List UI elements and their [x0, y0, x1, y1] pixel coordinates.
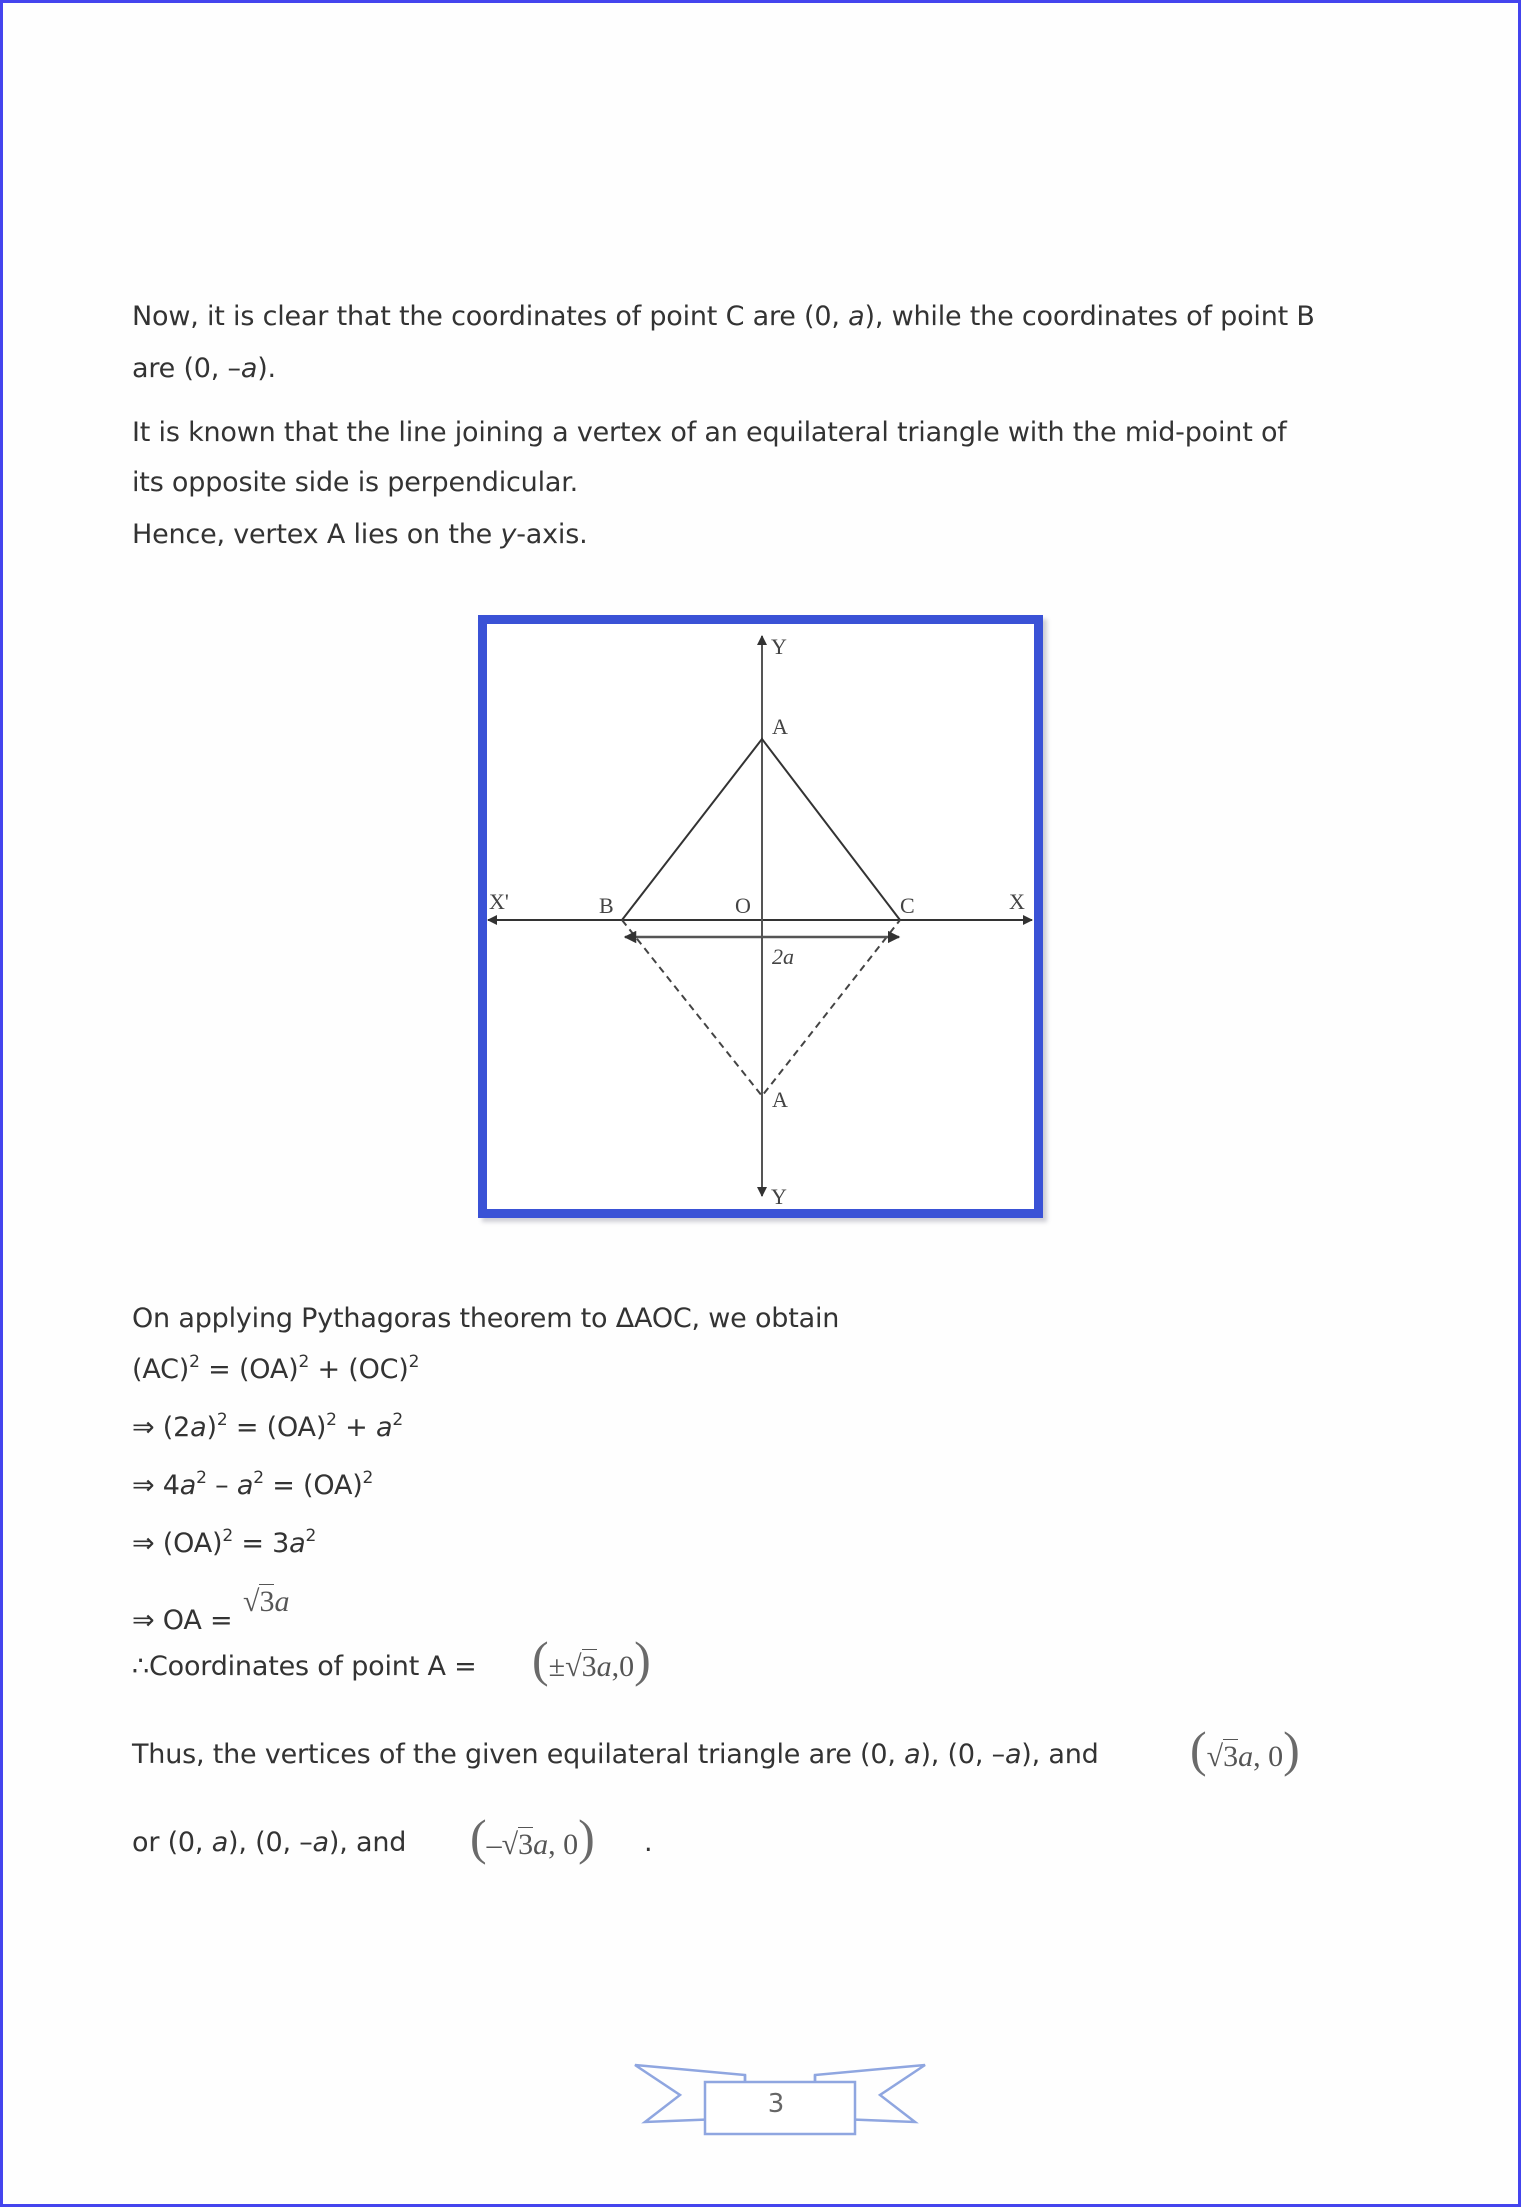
- label-x: X: [1009, 889, 1025, 914]
- text-segment: Now, it is clear that the coordinates of point C are (0,: [132, 301, 849, 332]
- conclusion-period: .: [644, 1827, 653, 1858]
- variable-a: a: [848, 301, 865, 332]
- paragraph-1-line-2: [132, 352, 276, 386]
- paragraph-2-line-3: [132, 518, 587, 552]
- label-y-top: Y: [771, 634, 787, 659]
- coordinates-label: ∴Coordinates of point A =: [132, 1651, 477, 1682]
- sqrt-3a-result: √3a: [243, 1585, 290, 1618]
- coordinates-value: (±√3a,0): [532, 1631, 651, 1687]
- derivation-intro: On applying Pythagoras theorem to ΔAOC, we obtain: [132, 1303, 840, 1334]
- triangle-diagram-figure: [478, 615, 1043, 1218]
- text-segment: -axis.: [516, 519, 588, 550]
- label-b: B: [599, 893, 614, 918]
- label-x-prime: X': [489, 889, 509, 914]
- conclusion-line-2: or (0, a), (0, –a), and: [132, 1827, 407, 1858]
- equation-step-2: ⇒ $(2a)^2 = (OA)^2 + a^2$: [132, 1410, 403, 1443]
- equation-step-3: ⇒ $4a^2 - a^2 = (OA)^2$: [132, 1468, 374, 1501]
- equation-step-4: ⇒ $(OA)^2 = 3a^2$: [132, 1526, 317, 1559]
- paragraph-2-line-2: its opposite side is perpendicular.: [132, 467, 579, 498]
- paragraph-1-line-1: [132, 300, 1315, 334]
- conclusion-line-1: Thus, the vertices of the given equilateral triangle are (0, a), (0, –a), and: [132, 1739, 1099, 1770]
- label-y-bottom: Y: [771, 1184, 787, 1209]
- label-a-bottom: A: [772, 1087, 788, 1112]
- text-segment: ), while the coordinates of point B: [864, 301, 1315, 332]
- label-2a: 2a: [772, 944, 794, 969]
- label-a-top: A: [772, 714, 788, 739]
- text-segment: ).: [257, 353, 276, 384]
- text-segment: are (0, –: [132, 353, 241, 384]
- page-number: 3: [767, 2089, 785, 2119]
- vertex-positive-root: (√3a, 0): [1190, 1721, 1300, 1777]
- variable-y: y: [500, 519, 517, 550]
- equation-step-5: ⇒ OA =: [132, 1605, 233, 1636]
- equation-step-1: (AC)$^2$ = (OA)$^2$ + (OC)$^2$: [132, 1352, 420, 1385]
- label-o: O: [735, 893, 751, 918]
- label-c: C: [900, 893, 915, 918]
- coordinate-diagram: [487, 624, 1034, 1209]
- paragraph-2-line-1: It is known that the line joining a vertex of an equilateral triangle with the mid-point of: [132, 417, 1287, 448]
- vertex-negative-root: (–√3a, 0): [470, 1809, 595, 1865]
- text-segment: Hence, vertex A lies on the: [132, 519, 501, 550]
- variable-a: a: [240, 353, 258, 384]
